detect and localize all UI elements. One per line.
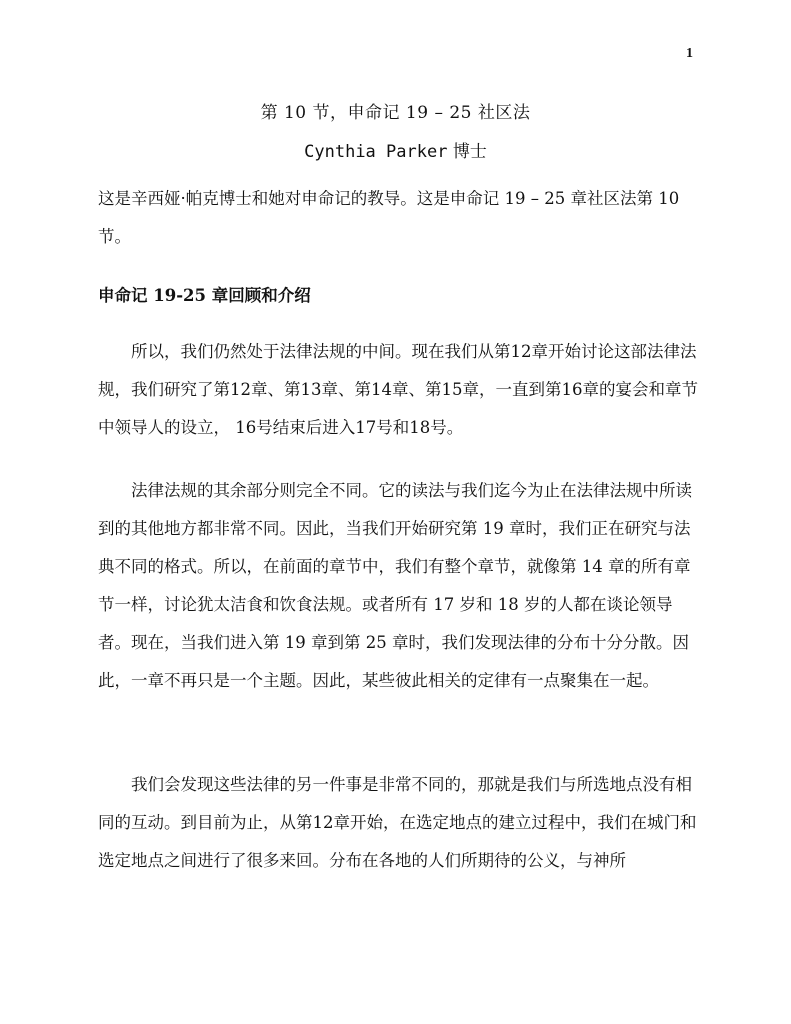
section-heading: 申命记 19-25 章回顾和介绍 xyxy=(98,286,311,305)
author-line xyxy=(0,137,791,162)
body-paragraph-3: 我们会发现这些法律的另一件事是非常不同的，那就是我们与所选地点没有相同的互动。到目前为止，从第12章开始，在选定地点的建立过程中，我们在城门和选定地点之间进行了很多来回。分布在各地的人们所期待的公义，与神所 xyxy=(98,775,697,870)
document-title: 第 10 节，申命记 19 – 25 社区法 xyxy=(260,103,531,123)
author-title: 博士 xyxy=(447,142,487,162)
intro-paragraph: 这是辛西娅·帕克博士和她对申命记的教导。这是申命记 19 – 25 章社区法第 10 节。 xyxy=(98,189,680,246)
body-paragraph-1: 所以，我们仍然处于法律法规的中间。现在我们从第12章开始讨论这部法律法规，我们研究了第12章、第13章、第14章、第15章，一直到第16章的宴会和章节中领导人的设立， 16号结束后进入17号和18号。 xyxy=(98,342,698,437)
page-number: 1 xyxy=(686,46,693,61)
body-paragraph-2: 法律法规的其余部分则完全不同。它的读法与我们迄今为止在法律法规中所读到的其他地方都非常不同。因此，当我们开始研究第 19 章时，我们正在研究与法典不同的格式。所以，在前面的章节中，我们有整个章节，就像第 14 章的所有章节一样，讨论犹太洁食和饮食法规。或者所有 17 岁和 18 岁的人都在谈论领导者。现在，当我们进入第 19 章到第 25 章时，我们发现法律的分布十分分散。因此，一章不再只是一个主题。因此，某些彼此相关的定律有一点聚集在一起。 xyxy=(98,481,692,690)
author-name: Cynthia Parker xyxy=(304,142,448,162)
